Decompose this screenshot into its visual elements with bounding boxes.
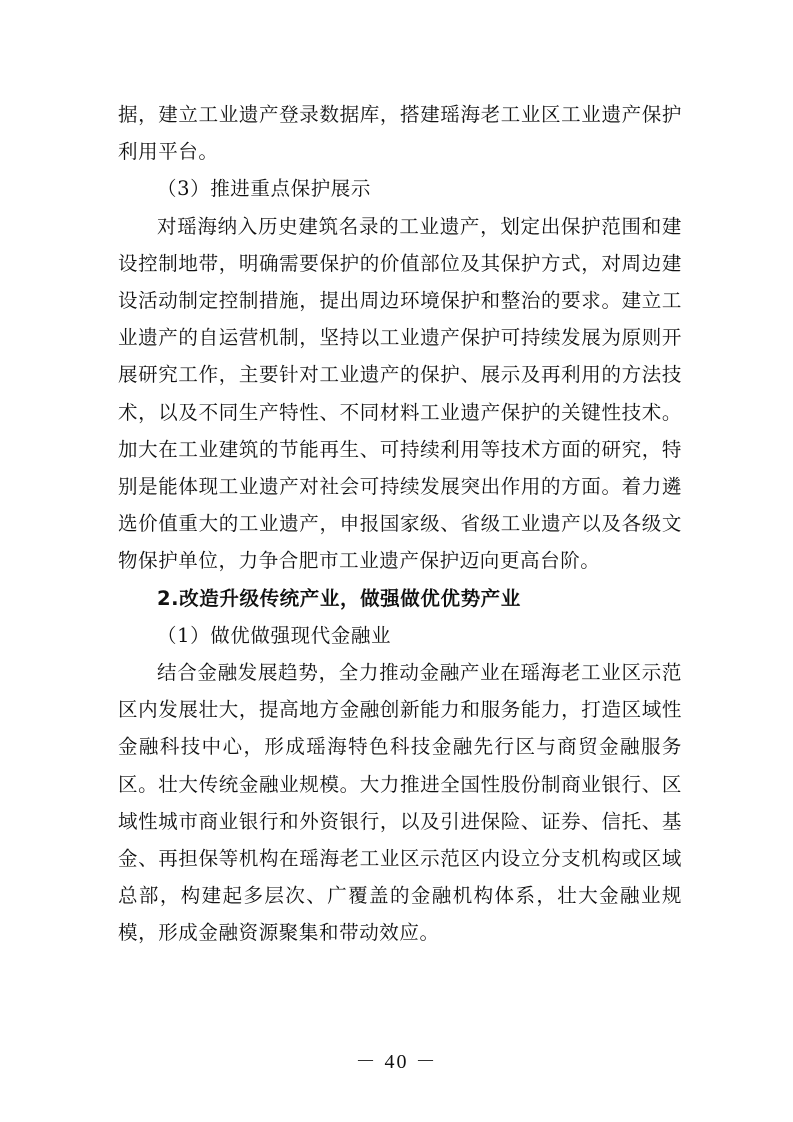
- body-text: [118, 96, 682, 952]
- section-heading-industry-upgrade: 2.改造升级传统产业，做强做优优势产业: [157, 586, 521, 610]
- paragraph-protection-display: 对瑶海纳入历史建筑名录的工业遗产，划定出保护范围和建设控制地带，明确需要保护的价值部位及其保护方式，对周边建设活动制定控制措施，提出周边环境保护和整治的要求。建立工业遗产的自运营机制，坚持以工业遗产保护可持续发展为原则开展研究工作，主要针对工业遗产的保护、展示及再利用的方法技术，以及不同生产特性、不同材料工业遗产保护的关键性技术。加大在工业建筑的节能再生、可持续利用等技术方面的研究，特别是能体现工业遗产对社会可持续发展突出作用的方面。着力遴选价值重大的工业遗产，申报国家级、省级工业遗产以及各级文物保护单位，力争合肥市工业遗产保护迈向更高台阶。: [118, 214, 682, 573]
- page-number: － 40 －: [355, 1051, 438, 1073]
- paragraph-modern-finance: 结合金融发展趋势，全力推动金融产业在瑶海老工业区示范区内发展壮大，提高地方金融创新能力和服务能力，打造区域性金融科技中心，形成瑶海特色科技金融先行区与商贸金融服务区。壮大传统金融业规模。大力推进全国性股份制商业银行、区域性城市商业银行和外资银行，以及引进保险、证券、信托、基金、再担保等机构在瑶海老工业区示范区内设立分支机构或区域总部，构建起多层次、广覆盖的金融机构体系，壮大金融业规模，形成金融资源聚集和带动效应。: [118, 661, 682, 945]
- subheading-modern-finance: （1）做优做强现代金融业: [157, 623, 392, 647]
- paragraph-continuation: 据，建立工业遗产登录数据库，搭建瑶海老工业区工业遗产保护利用平台。: [118, 103, 682, 164]
- subheading-key-protection-display: （3）推进重点保护展示: [157, 177, 372, 201]
